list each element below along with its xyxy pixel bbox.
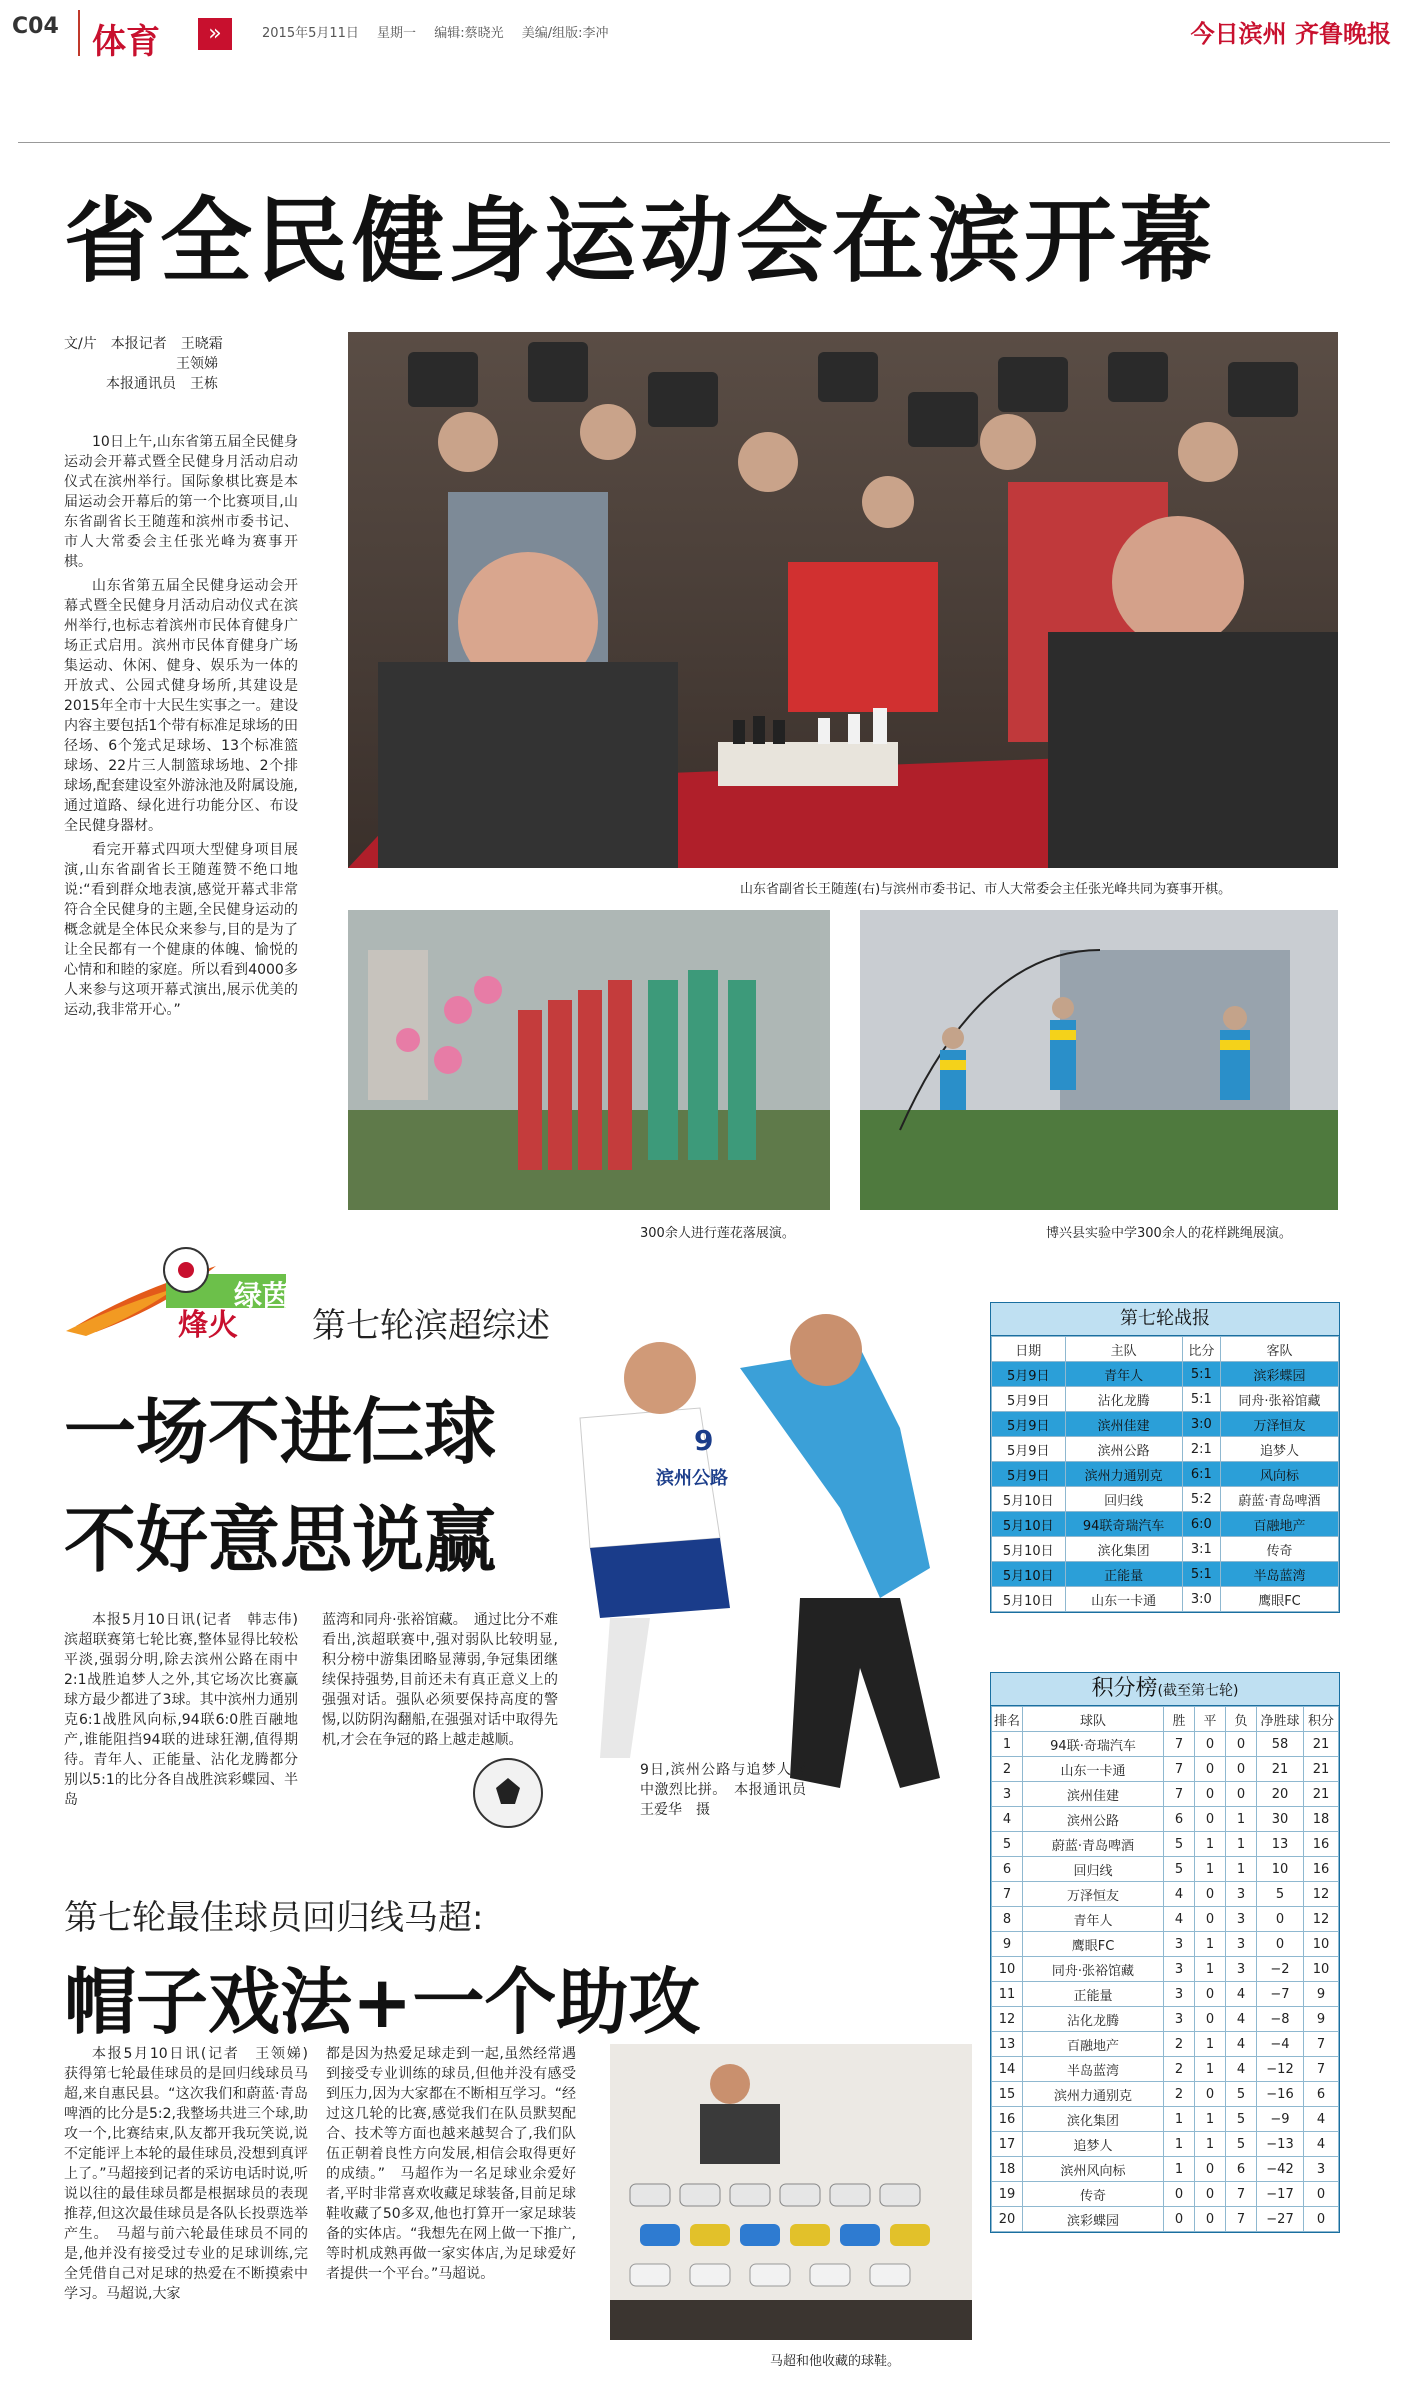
standings-cell-loss: 4 [1226, 2032, 1257, 2057]
standings-cell-draw: 0 [1195, 2082, 1226, 2107]
results-cell-date: 5月10日 [992, 1562, 1066, 1587]
results-cell-score: 5:2 [1182, 1487, 1220, 1512]
jump-rope-illustration [860, 910, 1338, 1210]
standings-cell-loss: 7 [1226, 2182, 1257, 2207]
standings-cell-loss: 4 [1226, 1982, 1257, 2007]
standings-cell-loss: 7 [1226, 2207, 1257, 2232]
standings-cell-win: 4 [1164, 1907, 1195, 1932]
results-cell-home: 滨州公路 [1065, 1437, 1182, 1462]
article1-body [64, 432, 298, 1020]
results-cell-date: 5月9日 [992, 1387, 1066, 1412]
results-cell-away: 百融地产 [1220, 1512, 1338, 1537]
standings-cell-win: 7 [1164, 1782, 1195, 1807]
standings-cell-win: 2 [1164, 2082, 1195, 2107]
standings-cell-win: 3 [1164, 1957, 1195, 1982]
article2-headline-line1: 一场不进仨球 [64, 1390, 497, 1474]
results-cell-score: 5:1 [1182, 1362, 1220, 1387]
chess-photo-caption: 山东省副省长王随莲(右)与滨州市委书记、市人大常委会主任张光峰共同为赛事开棋。 [740, 882, 1232, 897]
issue-editor: 编辑:蔡晓光 [434, 26, 504, 41]
standings-cell-team: 半岛蓝湾 [1023, 2057, 1164, 2082]
results-cell-home: 正能量 [1065, 1562, 1182, 1587]
standings-title-bar [991, 1673, 1339, 1706]
standings-cell-team: 滨州力通别克 [1023, 2082, 1164, 2107]
standings-cell-win: 7 [1164, 1732, 1195, 1757]
results-cell-home: 山东一卡通 [1065, 1587, 1182, 1612]
results-cell-home: 滨州力通别克 [1065, 1462, 1182, 1487]
results-cell-date: 5月10日 [992, 1512, 1066, 1537]
standings-cell-rank: 7 [992, 1882, 1023, 1907]
results-row [992, 1387, 1339, 1412]
standings-row [992, 2032, 1339, 2057]
standings-cell-win: 5 [1164, 1857, 1195, 1882]
standings-row [992, 1907, 1339, 1932]
results-grid [991, 1336, 1339, 1612]
standings-row [992, 2207, 1339, 2232]
standings-cell-loss: 6 [1226, 2157, 1257, 2182]
standings-cell-rank: 8 [992, 1907, 1023, 1932]
standings-cell-loss: 1 [1226, 1832, 1257, 1857]
results-cell-score: 5:1 [1182, 1562, 1220, 1587]
standings-cell-loss: 3 [1226, 1932, 1257, 1957]
standings-cell-rank: 5 [992, 1832, 1023, 1857]
article2-headline [64, 1378, 496, 1594]
standings-col-draw: 平 [1195, 1707, 1226, 1732]
standings-cell-points: 3 [1304, 2157, 1339, 2182]
article2-headline-line2: 不好意思说赢 [64, 1498, 497, 1582]
standings-cell-rank: 11 [992, 1982, 1023, 2007]
byline-line-1: 文/片 本报记者 王晓霜 [64, 336, 223, 352]
results-cell-away: 鹰眼FC [1220, 1587, 1338, 1612]
standings-cell-draw: 0 [1195, 1807, 1226, 1832]
results-cell-away: 风向标 [1220, 1462, 1338, 1487]
standings-cell-points: 18 [1304, 1807, 1339, 1832]
lotus-photo-caption: 300余人进行莲花落展演。 [640, 1226, 795, 1241]
standings-cell-draw: 0 [1195, 1882, 1226, 1907]
standings-cell-goal-diff: −2 [1257, 1957, 1304, 1982]
issue-meta [262, 22, 623, 41]
standings-cell-rank: 19 [992, 2182, 1023, 2207]
results-cell-score: 3:1 [1182, 1537, 1220, 1562]
results-title: 第七轮战报 [991, 1303, 1339, 1336]
standings-cell-rank: 6 [992, 1857, 1023, 1882]
standings-cell-draw: 1 [1195, 1957, 1226, 1982]
lotus-performance-photo [348, 910, 830, 1210]
results-row [992, 1362, 1339, 1387]
standings-cell-draw: 1 [1195, 2132, 1226, 2157]
standings-cell-team: 滨州佳建 [1023, 1782, 1164, 1807]
standings-table [990, 1672, 1340, 2233]
standings-cell-win: 0 [1164, 2207, 1195, 2232]
results-cell-home: 94联奇瑞汽车 [1065, 1512, 1182, 1537]
results-cell-score: 6:0 [1182, 1512, 1220, 1537]
standings-cell-draw: 1 [1195, 2107, 1226, 2132]
results-row [992, 1512, 1339, 1537]
jersey-sponsor: 滨州公路 [656, 1468, 728, 1489]
standings-row [992, 1782, 1339, 1807]
standings-cell-goal-diff: 10 [1257, 1857, 1304, 1882]
standings-row [992, 2082, 1339, 2107]
standings-cell-team: 传奇 [1023, 2182, 1164, 2207]
results-cell-away: 半岛蓝湾 [1220, 1562, 1338, 1587]
standings-cell-draw: 0 [1195, 1982, 1226, 2007]
standings-cell-goal-diff: −8 [1257, 2007, 1304, 2032]
standings-cell-goal-diff: −16 [1257, 2082, 1304, 2107]
standings-header-row [992, 1707, 1339, 1732]
standings-cell-loss: 4 [1226, 2057, 1257, 2082]
article2-kicker: 第七轮滨超综述 [312, 1306, 550, 1346]
standings-cell-goal-diff: 30 [1257, 1807, 1304, 1832]
standings-cell-team: 正能量 [1023, 1982, 1164, 2007]
standings-row [992, 1957, 1339, 1982]
standings-cell-loss: 0 [1226, 1782, 1257, 1807]
results-cell-date: 5月9日 [992, 1412, 1066, 1437]
standings-cell-win: 7 [1164, 1757, 1195, 1782]
standings-cell-goal-diff: 0 [1257, 1932, 1304, 1957]
issue-date: 2015年5月11日 [262, 26, 359, 41]
standings-row [992, 2132, 1339, 2157]
standings-cell-draw: 0 [1195, 2182, 1226, 2207]
standings-cell-points: 10 [1304, 1932, 1339, 1957]
standings-row [992, 2007, 1339, 2032]
jump-rope-photo [860, 910, 1338, 1210]
standings-row [992, 1757, 1339, 1782]
standings-cell-draw: 0 [1195, 2157, 1226, 2182]
standings-cell-rank: 15 [992, 2082, 1023, 2107]
article1-byline [64, 334, 334, 394]
standings-cell-goal-diff: −13 [1257, 2132, 1304, 2157]
standings-cell-draw: 0 [1195, 1757, 1226, 1782]
standings-cell-team: 回归线 [1023, 1857, 1164, 1882]
logo-text-bottom: 烽火 [178, 1308, 238, 1343]
page-number: C04 [12, 14, 59, 39]
standings-cell-points: 21 [1304, 1757, 1339, 1782]
article3-col-1: 本报5月10日讯(记者 王领娣) 获得第七轮最佳球员的是回归线球员马超,来自惠民县。“这次我们和蔚蓝·青岛啤酒的比分是5:2,我整场共进三个球,助攻一个,比赛结束,队友都开我玩笑说,说不定能评上本轮的最佳球员,没想到真评上了。”马超接到记者的采访电话时说,听说以往的最佳球员都是根据球员的表现推荐,但这次最佳球员是各队长投票选举产生。 马超与前六轮最佳球员不同的是,他并没有接受过专业的足球训练,完全凭借自己对足球的热爱在不断摸索中学习。马超说,大家 [64, 2046, 322, 2302]
standings-cell-loss: 5 [1226, 2132, 1257, 2157]
standings-cell-points: 16 [1304, 1832, 1339, 1857]
results-cell-away: 滨彩蝶园 [1220, 1362, 1338, 1387]
results-row [992, 1437, 1339, 1462]
standings-cell-points: 4 [1304, 2132, 1339, 2157]
standings-row [992, 2107, 1339, 2132]
results-cell-date: 5月10日 [992, 1537, 1066, 1562]
results-header-row [992, 1337, 1339, 1362]
results-cell-date: 5月10日 [992, 1487, 1066, 1512]
standings-col-win: 胜 [1164, 1707, 1195, 1732]
standings-cell-points: 7 [1304, 2057, 1339, 2082]
results-row [992, 1537, 1339, 1562]
standings-cell-goal-diff: 5 [1257, 1882, 1304, 1907]
standings-cell-rank: 13 [992, 2032, 1023, 2057]
article1-para-1: 10日上午,山东省第五届全民健身运动会开幕式暨全民健身月活动启动仪式在滨州举行。国际象棋比赛是本届运动会开幕后的第一个比赛项目,山东省副省长王随莲和滨州市委书记、市人大常委会主任张光峰为赛事开棋。 [64, 434, 298, 570]
lotus-photo-illustration [348, 910, 830, 1210]
results-col-home: 主队 [1065, 1337, 1182, 1362]
standings-cell-win: 5 [1164, 1832, 1195, 1857]
standings-cell-team: 滨州公路 [1023, 1807, 1164, 1832]
standings-cell-win: 6 [1164, 1807, 1195, 1832]
results-cell-away: 同舟·张裕馆藏 [1220, 1387, 1338, 1412]
standings-cell-points: 6 [1304, 2082, 1339, 2107]
results-row [992, 1487, 1339, 1512]
standings-title: 积分榜 [1091, 1676, 1158, 1701]
standings-cell-points: 0 [1304, 2207, 1339, 2232]
standings-cell-team: 94联·奇瑞汽车 [1023, 1732, 1164, 1757]
chess-photo-illustration [348, 332, 1338, 868]
standings-cell-win: 4 [1164, 1882, 1195, 1907]
standings-cell-draw: 1 [1195, 1932, 1226, 1957]
standings-cell-rank: 18 [992, 2157, 1023, 2182]
newspaper-brand: 今日滨州 齐鲁晚报 [1190, 20, 1391, 48]
results-cell-away: 蔚蓝·青岛啤酒 [1220, 1487, 1338, 1512]
shoe-photo-caption: 马超和他收藏的球鞋。 [770, 2354, 901, 2369]
results-col-away: 客队 [1220, 1337, 1338, 1362]
results-cell-date: 5月9日 [992, 1462, 1066, 1487]
standings-row [992, 1857, 1339, 1882]
standings-cell-points: 12 [1304, 1882, 1339, 1907]
standings-col-points: 积分 [1304, 1707, 1339, 1732]
standings-cell-loss: 1 [1226, 1857, 1257, 1882]
standings-col-team: 球队 [1023, 1707, 1164, 1732]
standings-cell-loss: 3 [1226, 1882, 1257, 1907]
standings-cell-rank: 10 [992, 1957, 1023, 1982]
standings-cell-team: 山东一卡通 [1023, 1757, 1164, 1782]
round-results-table [990, 1302, 1340, 1613]
results-row [992, 1412, 1339, 1437]
results-cell-score: 6:1 [1182, 1462, 1220, 1487]
byline-line-2: 王领娣 [64, 356, 218, 372]
standings-cell-team: 滨彩蝶园 [1023, 2207, 1164, 2232]
standings-cell-goal-diff: −12 [1257, 2057, 1304, 2082]
standings-cell-loss: 1 [1226, 1807, 1257, 1832]
results-cell-score: 3:0 [1182, 1587, 1220, 1612]
jump-rope-caption: 博兴县实验中学300余人的花样跳绳展演。 [1046, 1226, 1292, 1241]
standings-cell-rank: 2 [992, 1757, 1023, 1782]
results-row [992, 1462, 1339, 1487]
article2-col-2: 蓝湾和同舟·张裕馆藏。 通过比分不难看出,滨超联赛中,强对弱队比较明显,积分榜中游集团略显薄弱,争冠集团继续保持强势,目前还未有真正意义上的强强对话。强队必须要保持高度的警惕,以防阴沟翻船,在强强对话中取得先机,才会在争冠的路上越走越顺。 [322, 1612, 558, 1748]
issue-designer: 美编/组版:李冲 [521, 26, 609, 41]
standings-row [992, 1832, 1339, 1857]
standings-cell-loss: 5 [1226, 2107, 1257, 2132]
standings-cell-team: 沾化龙腾 [1023, 2007, 1164, 2032]
standings-cell-goal-diff: −42 [1257, 2157, 1304, 2182]
results-cell-home: 滨州佳建 [1065, 1412, 1182, 1437]
standings-cell-draw: 0 [1195, 2007, 1226, 2032]
standings-cell-team: 追梦人 [1023, 2132, 1164, 2157]
standings-cell-rank: 4 [992, 1807, 1023, 1832]
standings-cell-goal-diff: 20 [1257, 1782, 1304, 1807]
header-divider [18, 142, 1390, 143]
standings-cell-loss: 0 [1226, 1732, 1257, 1757]
standings-cell-rank: 3 [992, 1782, 1023, 1807]
standings-row [992, 1932, 1339, 1957]
standings-cell-rank: 16 [992, 2107, 1023, 2132]
jersey-number: 9 [694, 1424, 714, 1457]
standings-col-loss: 负 [1226, 1707, 1257, 1732]
standings-subtitle: (截至第七轮) [1157, 1683, 1239, 1699]
standings-cell-team: 青年人 [1023, 1907, 1164, 1932]
standings-cell-rank: 1 [992, 1732, 1023, 1757]
standings-cell-win: 2 [1164, 2032, 1195, 2057]
standings-cell-loss: 3 [1226, 1957, 1257, 1982]
standings-cell-points: 12 [1304, 1907, 1339, 1932]
results-col-date: 日期 [992, 1337, 1066, 1362]
double-chevron-icon: » [198, 18, 232, 50]
standings-cell-team: 鹰眼FC [1023, 1932, 1164, 1957]
standings-cell-draw: 1 [1195, 1857, 1226, 1882]
standings-cell-points: 4 [1304, 2107, 1339, 2132]
results-cell-date: 5月9日 [992, 1362, 1066, 1387]
results-cell-score: 2:1 [1182, 1437, 1220, 1462]
results-cell-score: 3:0 [1182, 1412, 1220, 1437]
standings-cell-points: 7 [1304, 2032, 1339, 2057]
standings-cell-goal-diff: −27 [1257, 2207, 1304, 2232]
standings-cell-draw: 1 [1195, 1832, 1226, 1857]
chess-photo [348, 332, 1338, 868]
standings-row [992, 1882, 1339, 1907]
standings-cell-draw: 0 [1195, 2207, 1226, 2232]
results-cell-away: 传奇 [1220, 1537, 1338, 1562]
section-title: 体育 [92, 22, 160, 62]
standings-row [992, 1732, 1339, 1757]
standings-cell-team: 滨化集团 [1023, 2107, 1164, 2132]
byline-line-3: 本报通讯员 王栋 [64, 376, 218, 392]
results-cell-home: 回归线 [1065, 1487, 1182, 1512]
standings-cell-loss: 4 [1226, 2007, 1257, 2032]
results-cell-home: 青年人 [1065, 1362, 1182, 1387]
standings-cell-points: 21 [1304, 1782, 1339, 1807]
results-row [992, 1562, 1339, 1587]
standings-cell-goal-diff: −4 [1257, 2032, 1304, 2057]
standings-cell-win: 0 [1164, 2182, 1195, 2207]
article1-para-3: 看完开幕式四项大型健身项目展演,山东省副省长王随莲赞不绝口地说:“看到群众地表演,感觉开幕式非常符合全民健身的主题,全民健身运动的概念就是全体民众来参与,目的是为了让全民都有一个健康的体魄、愉悦的心情和和睦的家庭。所以看到4000多人来参与这项开幕式演出,展示优美的运动,我非常开心。” [64, 842, 298, 1018]
standings-cell-draw: 0 [1195, 1732, 1226, 1757]
standings-cell-goal-diff: 0 [1257, 1907, 1304, 1932]
standings-cell-goal-diff: −17 [1257, 2182, 1304, 2207]
standings-cell-draw: 0 [1195, 1782, 1226, 1807]
standings-cell-win: 3 [1164, 1932, 1195, 1957]
standings-cell-team: 蔚蓝·青岛啤酒 [1023, 1832, 1164, 1857]
results-cell-away: 万泽恒友 [1220, 1412, 1338, 1437]
article3-col-2: 都是因为热爱足球走到一起,虽然经常遇到接受专业训练的球员,但他并没有感受到压力,因为大家都在不断相互学习。“经过这几轮的比赛,感觉我们在队员默契配合、技术等方面也越来越契合了,我们队伍正朝着良性方向发展,相信会取得更好的成绩。” 马超作为一名足球业余爱好者,平时非常喜欢收藏足球装备,目前足球鞋收藏了50多双,他也打算开一家足球装备的实体店。“我想先在网上做一下推广,等时机成熟再做一家实体店,为足球爱好者提供一个平台。”马超说。 [326, 2046, 576, 2282]
standings-cell-goal-diff: −9 [1257, 2107, 1304, 2132]
standings-cell-win: 1 [1164, 2132, 1195, 2157]
section-label [78, 10, 235, 62]
standings-cell-team: 同舟·张裕馆藏 [1023, 1957, 1164, 1982]
shoe-collection-photo [610, 2044, 972, 2340]
results-cell-home: 滨化集团 [1065, 1537, 1182, 1562]
article3-kicker: 第七轮最佳球员回归线马超: [64, 1898, 484, 1938]
standings-cell-goal-diff: −7 [1257, 1982, 1304, 2007]
standings-cell-team: 万泽恒友 [1023, 1882, 1164, 1907]
results-row [992, 1587, 1339, 1612]
standings-cell-win: 3 [1164, 2007, 1195, 2032]
issue-weekday: 星期一 [377, 26, 417, 41]
standings-cell-points: 21 [1304, 1732, 1339, 1757]
article3-headline: 帽子戏法+一个助攻 [64, 1960, 701, 2044]
standings-cell-rank: 9 [992, 1932, 1023, 1957]
standings-cell-loss: 3 [1226, 1907, 1257, 1932]
results-cell-date: 5月10日 [992, 1587, 1066, 1612]
results-cell-away: 追梦人 [1220, 1437, 1338, 1462]
standings-cell-win: 1 [1164, 2107, 1195, 2132]
results-cell-home: 沾化龙腾 [1065, 1387, 1182, 1412]
standings-cell-rank: 20 [992, 2207, 1023, 2232]
logo-text-top: 绿茵 [234, 1279, 291, 1312]
standings-cell-goal-diff: 13 [1257, 1832, 1304, 1857]
standings-cell-draw: 0 [1195, 1907, 1226, 1932]
standings-cell-points: 16 [1304, 1857, 1339, 1882]
standings-row [992, 2157, 1339, 2182]
standings-cell-points: 9 [1304, 1982, 1339, 2007]
standings-cell-team: 滨州风向标 [1023, 2157, 1164, 2182]
standings-cell-win: 2 [1164, 2057, 1195, 2082]
standings-cell-draw: 1 [1195, 2057, 1226, 2082]
standings-col-goal-diff: 净胜球 [1257, 1707, 1304, 1732]
main-headline: 省全民健身运动会在滨开幕 [64, 188, 1217, 295]
shoe-collection-illustration [610, 2044, 972, 2340]
standings-row [992, 1807, 1339, 1832]
standings-cell-goal-diff: 21 [1257, 1757, 1304, 1782]
standings-row [992, 2182, 1339, 2207]
standings-row [992, 1982, 1339, 2007]
standings-cell-points: 9 [1304, 2007, 1339, 2032]
standings-row [992, 2057, 1339, 2082]
standings-cell-rank: 14 [992, 2057, 1023, 2082]
standings-cell-win: 3 [1164, 1982, 1195, 2007]
green-field-logo [66, 1236, 306, 1343]
standings-cell-rank: 12 [992, 2007, 1023, 2032]
standings-cell-rank: 17 [992, 2132, 1023, 2157]
results-col-score: 比分 [1182, 1337, 1220, 1362]
article2-col-1: 本报5月10日讯(记者 韩志伟) 滨超联赛第七轮比赛,整体显得比较松平淡,强弱分明,除去滨州公路在雨中2:1战胜追梦人之外,其它场次比赛赢球方最少都进了3球。其中滨州力通别克6:1战胜风向标,94联6:0胜百融地产,谁能阻挡94联的进球狂潮,值得期待。青年人、正能量、沾化龙腾都分别以5:1的比分各自战胜滨彩蝶园、半岛 [64, 1612, 312, 1808]
standings-cell-points: 10 [1304, 1957, 1339, 1982]
results-cell-date: 5月9日 [992, 1437, 1066, 1462]
standings-cell-loss: 5 [1226, 2082, 1257, 2107]
standings-col-rank: 排名 [992, 1707, 1023, 1732]
results-cell-score: 5:1 [1182, 1387, 1220, 1412]
standings-cell-points: 0 [1304, 2182, 1339, 2207]
article1-para-2: 山东省第五届全民健身运动会开幕式暨全民健身月活动启动仪式在滨州举行,也标志着滨州市民体育健身广场正式启用。滨州市民体育健身广场集运动、休闲、健身、娱乐为一体的开放式、公园式健身场所,其建设是2015年全市十大民生实事之一。建设内容主要包括1个带有标准足球场的田径场、6个笼式足球场、13个标准篮球场、22片三人制篮球场地、2个排球场,配套建设室外游泳池及附属设施,通过道路、绿化进行功能分区、布设全民健身器材。 [64, 578, 298, 834]
standings-cell-draw: 1 [1195, 2032, 1226, 2057]
standings-grid [991, 1706, 1339, 2232]
football-photo-caption: 9日,滨州公路与追梦人雨中激烈比拼。 本报通讯员 王爱华 摄 [640, 1762, 820, 1818]
standings-cell-goal-diff: 58 [1257, 1732, 1304, 1757]
standings-cell-team: 百融地产 [1023, 2032, 1164, 2057]
standings-cell-loss: 0 [1226, 1757, 1257, 1782]
standings-cell-win: 1 [1164, 2157, 1195, 2182]
